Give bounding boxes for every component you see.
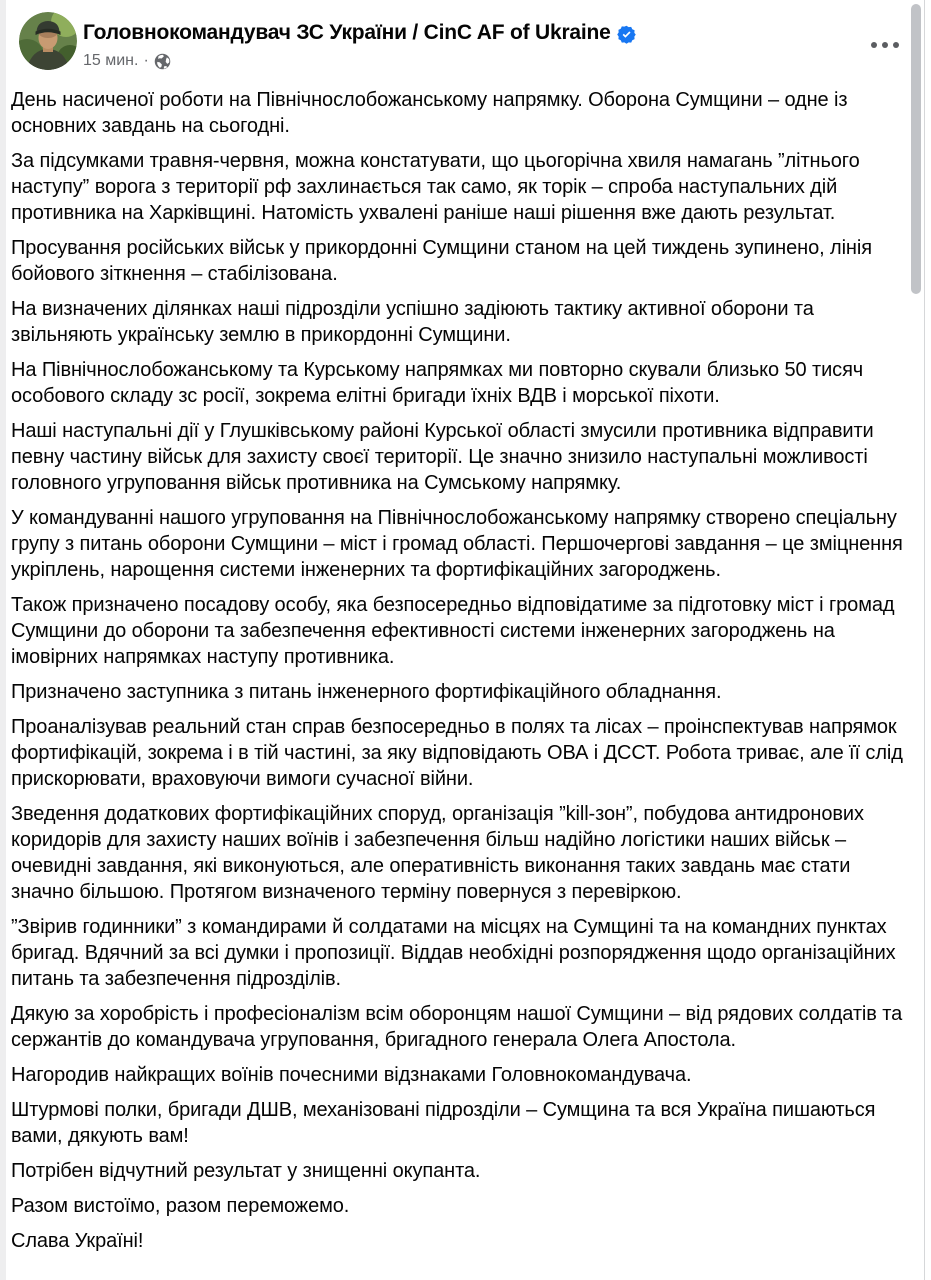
post-paragraph: Штурмові полки, бригади ДШВ, механізовані підрозділи – Сумщина та вся Україна пишаються вами, дякують вам! xyxy=(11,1099,876,1147)
page-name[interactable]: Головнокомандувач ЗС України / CinC AF of Ukraine xyxy=(83,21,611,44)
post-paragraph: Призначено заступника з питань інженерного фортифікаційного обладнання. xyxy=(11,681,722,703)
post-body-text xyxy=(11,87,904,1254)
post-paragraph: Також призначено посадову особу, яка безпосередньо відповідатиме за підготовку міст і громад Сумщини до оборони та забезпечення ефективності системи інженерних загороджень на імовірних напрямках наступу противника. xyxy=(11,594,895,668)
post-header xyxy=(0,0,931,84)
post-paragraph: На Північнослобожанському та Курському напрямках ми повторно скували близько 50 тисяч особового складу зс росії, зокрема елітні бригади їхніх ВДВ і морської піхоти. xyxy=(11,359,864,407)
more-options-button[interactable] xyxy=(863,32,907,58)
three-dots-menu-icon xyxy=(882,42,888,48)
post-paragraph: За підсумками травня-червня, можна констатувати, що цьогорічна хвиля намагань ”літнього наступу” ворога з території рф захлинається так само, як торік – спроба наступальних дій противника на Харківщині. Натомість ухвалені раніше наші рішення вже дають результат. xyxy=(11,150,860,224)
post-paragraph: Зведення додаткових фортифікаційних споруд, організація ”kill-зон”, побудова антидронових коридорів для захисту наших воїнів і забезпечення більш надійно логістики наших військ – очевидні завдання, які виконуються, але оперативність виконання таких завдань має стати значно більшою. Протягом визначеного терміну повернуся з перевіркою. xyxy=(11,803,864,903)
post-paragraph: Наші наступальні дії у Глушківському районі Курської області змусили противника відправити певну частину військ для захисту своєї території. Це значно знизило наступальні можливості головного угруповання військ противника на Сумському напрямку. xyxy=(11,420,874,494)
globe-public-icon xyxy=(154,53,171,70)
post-paragraph: Разом вистоїмо, разом переможемо. xyxy=(11,1195,350,1217)
screen-edge-strip xyxy=(0,0,6,1280)
post-paragraph: Дякую за хоробрість і професіоналізм всім оборонцям нашої Сумщини – від рядових солдатів та сержантів до командувача угруповання, бригадного генерала Олега Апостола. xyxy=(11,1003,903,1051)
post-paragraph: Потрібен відчутний результат у знищенні окупанта. xyxy=(11,1160,481,1182)
post-paragraph: У командуванні нашого угруповання на Північнослобожанському напрямку створено спеціальну групу з питань оборони Сумщини – міст і громад області. Першочергові завдання – це зміцнення укріплень, нарощення системи інженерних та фортифікаційних загороджень. xyxy=(11,507,903,581)
meta-separator: · xyxy=(143,52,149,69)
three-dots-menu-icon xyxy=(871,42,877,48)
post-paragraph: ”Звірив годинники” з командирами й солдатами на місцях на Сумщині та на командних пунктах бригад. Вдячний за всі думки і пропозиції. Віддав необхідні розпорядження щодо організаційних питань та забезпечення підрозділів. xyxy=(11,916,896,990)
avatar-photo xyxy=(19,12,77,70)
avatar[interactable] xyxy=(19,12,77,70)
screen-edge-divider xyxy=(924,0,925,1280)
timestamp[interactable]: 15 мин. xyxy=(83,52,139,69)
scrollbar-thumb[interactable] xyxy=(911,4,921,294)
post-paragraph: Проаналізував реальний стан справ безпосередньо в полях та лісах – проінспектував напрямок фортифікацій, зокрема і в тій частині, за яку відповідають ОВА і ДССТ. Робота триває, але її слід прискорювати, враховуючи вимоги сучасної війни. xyxy=(11,716,903,790)
name-row xyxy=(83,21,636,45)
meta-row xyxy=(83,52,636,70)
post-paragraph: Просування російських військ у прикордонні Сумщини станом на цей тиждень зупинено, лінія бойового зіткнення – стабілізована. xyxy=(11,237,872,285)
header-text xyxy=(83,21,636,70)
verified-badge-icon xyxy=(617,25,636,44)
post-paragraph: Слава Україні! xyxy=(11,1230,144,1252)
post-paragraph: Нагородив найкращих воїнів почесними відзнаками Головнокомандувача. xyxy=(11,1064,692,1086)
post-paragraph: День насиченої роботи на Північнослобожанському напрямку. Оборона Сумщини – одне із основних завдань на сьогодні. xyxy=(11,89,848,137)
post-paragraph: На визначених ділянках наші підрозділи успішно задіюють тактику активної оборони та звільняють українську землю в прикордонні Сумщини. xyxy=(11,298,814,346)
three-dots-menu-icon xyxy=(893,42,899,48)
